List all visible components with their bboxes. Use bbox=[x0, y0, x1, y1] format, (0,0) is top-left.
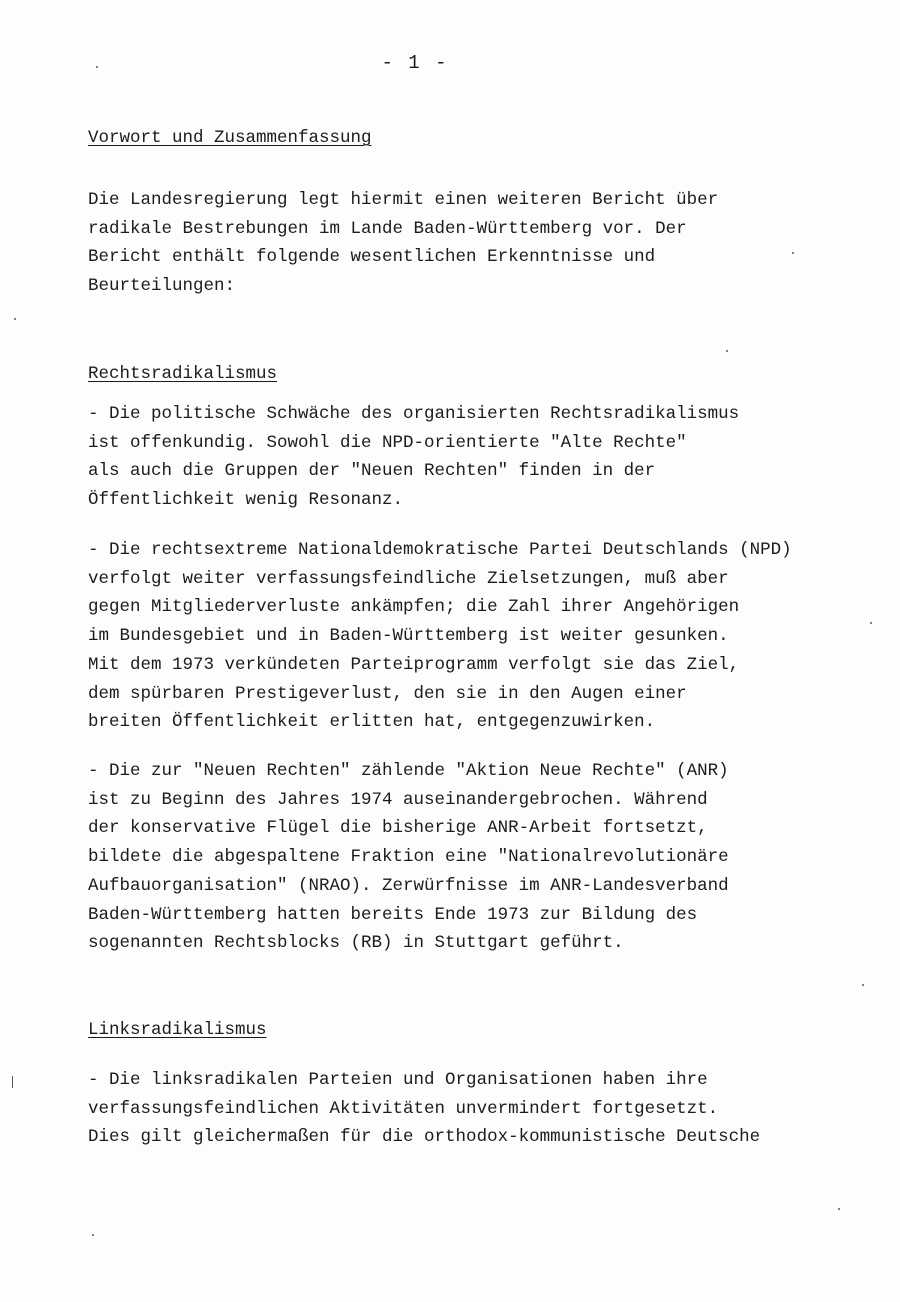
text-line: im Bundesgebiet und in Baden-Württemberg ist weiter gesunken. bbox=[88, 626, 729, 647]
scan-speck bbox=[96, 66, 98, 68]
paragraph-right-2 bbox=[88, 536, 792, 737]
text-line: Bericht enthält folgende wesentlichen Erkenntnisse und bbox=[88, 247, 656, 268]
scan-speck bbox=[726, 350, 728, 352]
text-line: Aufbauorganisation" (NRAO). Zerwürfnisse im ANR-Landesverband bbox=[88, 875, 729, 896]
text-line: als auch die Gruppen der "Neuen Rechten" finden in der bbox=[88, 461, 656, 482]
text-line: - Die rechtsextreme Nationaldemokratische Partei Deutschlands (NPD) bbox=[88, 540, 792, 560]
text-line: - Die politische Schwäche des organisierten Rechtsradikalismus bbox=[88, 404, 740, 424]
text-line: Baden-Württemberg hatten bereits Ende 1973 zur Bildung des bbox=[88, 904, 698, 925]
text-line: dem spürbaren Prestigeverlust, den sie in den Augen einer bbox=[88, 683, 687, 704]
paragraph-right-3 bbox=[88, 757, 729, 958]
text-line: ist offenkundig. Sowohl die NPD-orientierte "Alte Rechte" bbox=[88, 432, 687, 453]
scan-speck bbox=[862, 984, 864, 986]
scan-speck bbox=[792, 252, 794, 254]
text-line: bildete die abgespaltene Fraktion eine "Nationalrevolutionäre bbox=[88, 847, 729, 868]
scan-speck bbox=[12, 1076, 13, 1088]
text-line: Öffentlichkeit wenig Resonanz. bbox=[88, 490, 404, 511]
text-line: gegen Mitgliederverluste ankämpfen; die Zahl ihrer Angehörigen bbox=[88, 597, 740, 618]
text-line: radikale Bestrebungen im Lande Baden-Württemberg vor. Der bbox=[88, 218, 687, 239]
scan-speck bbox=[14, 318, 16, 320]
paragraph-foreword bbox=[88, 186, 718, 301]
text-line: verfassungsfeindlichen Aktivitäten unvermindert fortgesetzt. bbox=[88, 1098, 719, 1119]
scan-speck bbox=[838, 1208, 840, 1210]
heading-right-radicalism: Rechtsradikalismus bbox=[88, 364, 278, 384]
text-line: breiten Öffentlichkeit erlitten hat, entgegenzuwirken. bbox=[88, 712, 656, 733]
scan-speck bbox=[92, 1234, 94, 1236]
text-line: Die Landesregierung legt hiermit einen weiteren Bericht über bbox=[88, 190, 719, 210]
paragraph-right-1 bbox=[88, 400, 739, 515]
text-line: Beurteilungen: bbox=[88, 276, 236, 297]
text-line: ist zu Beginn des Jahres 1974 auseinandergebrochen. Während bbox=[88, 789, 708, 810]
scan-speck bbox=[870, 622, 872, 624]
text-line: Dies gilt gleichermaßen für die orthodox-kommunistische Deutsche bbox=[88, 1127, 761, 1148]
text-line: - Die zur "Neuen Rechten" zählende "Aktion Neue Rechte" (ANR) bbox=[88, 761, 729, 781]
paragraph-left-1 bbox=[88, 1066, 760, 1152]
text-line: sogenannten Rechtsblocks (RB) in Stuttgart geführt. bbox=[88, 933, 624, 954]
text-line: der konservative Flügel die bisherige ANR-Arbeit fortsetzt, bbox=[88, 818, 708, 839]
text-line: - Die linksradikalen Parteien und Organisationen haben ihre bbox=[88, 1070, 708, 1090]
heading-left-radicalism: Linksradikalismus bbox=[88, 1020, 267, 1040]
heading-foreword: Vorwort und Zusammenfassung bbox=[88, 128, 372, 148]
text-line: Mit dem 1973 verkündeten Parteiprogramm verfolgt sie das Ziel, bbox=[88, 654, 740, 675]
page-number: - 1 - bbox=[381, 52, 449, 74]
text-line: verfolgt weiter verfassungsfeindliche Zielsetzungen, muß aber bbox=[88, 568, 729, 589]
